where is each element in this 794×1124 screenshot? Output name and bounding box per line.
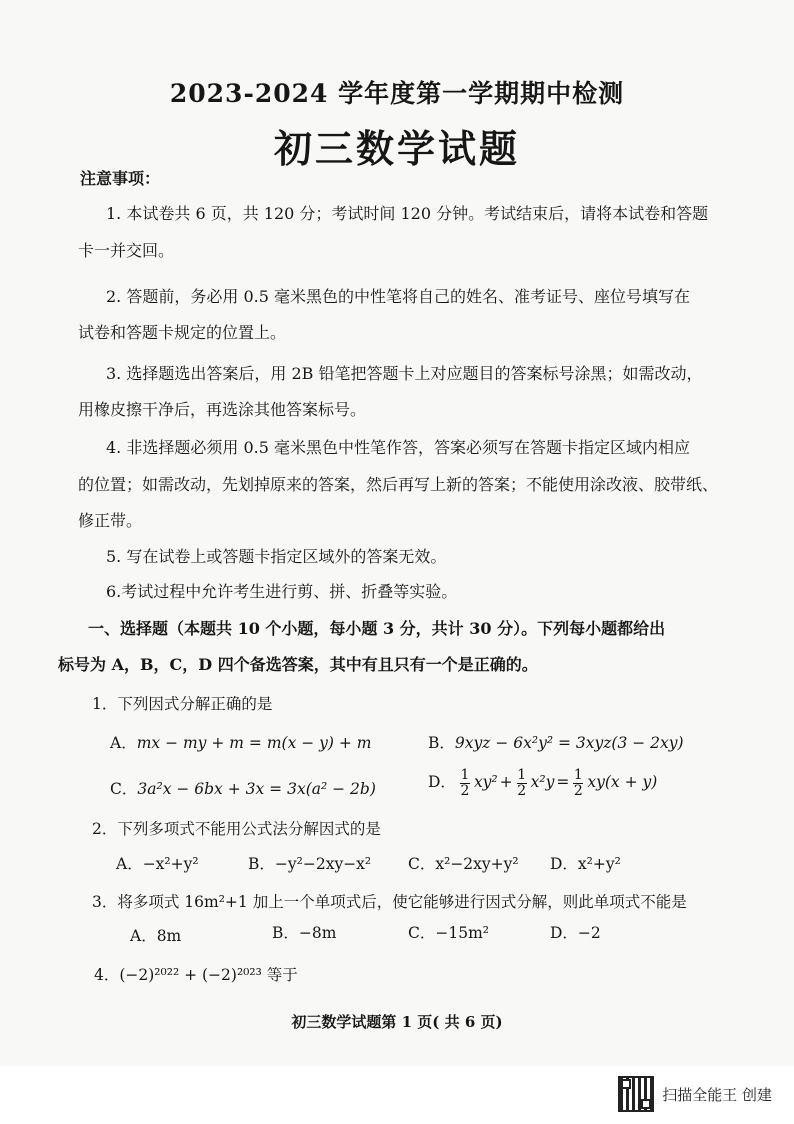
notice-line-2: 2. 答题前，务必用 0.5 毫米黑色的中性笔将自己的姓名、准考证号、座位号填写在 <box>106 287 690 306</box>
notice-line-3b: 用橡皮擦干净后，再选涂其他答案标号。 <box>78 400 367 419</box>
question-2-option-d: D．x²+y² <box>550 855 621 873</box>
term-3: xy(x + y) <box>587 773 658 792</box>
fraction-denominator: 2 <box>573 782 583 799</box>
question-1-option-d <box>428 768 657 798</box>
question-2-option-a: A．−x²+y² <box>116 855 199 873</box>
notice-line-1: 1. 本试卷共 6 页，共 120 分；考试时间 120 分钟。考试结束后，请将本试卷和答题 <box>106 204 709 223</box>
notice-line-4b: 的位置；如需改动，先划掉原来的答案，然后再写上新的答案；不能使用涂改液、胶带纸、 <box>78 475 719 494</box>
question-2-stem: 2．下列多项式不能用公式法分解因式的是 <box>92 820 381 838</box>
option-label: B． <box>428 734 455 752</box>
qr-code-icon <box>618 1076 654 1112</box>
option-text: mx − my + m = m(x − y) + m <box>136 734 372 752</box>
option-text: 3a²x − 6bx + 3x = 3x(a² − 2b) <box>137 780 376 798</box>
notice-line-6: 6.考试过程中允许考生进行剪、拼、折叠等实验。 <box>106 582 458 601</box>
option-label: A． <box>110 734 137 752</box>
option-text: 9xyz − 6x²y² = 3xyz(3 − 2xy) <box>454 734 684 752</box>
fraction-half <box>573 768 583 798</box>
watermark-text: 扫描全能王 创建 <box>662 1085 772 1104</box>
question-3-option-d: D．−2 <box>550 924 601 942</box>
exam-subject-title: 初三数学试题 <box>273 126 520 171</box>
notice-line-5: 5. 写在试卷上或答题卡指定区域外的答案无效。 <box>106 547 447 566</box>
term-1: xy² <box>473 773 498 792</box>
notice-line-3: 3. 选择题选出答案后，用 2B 铅笔把答题卡上对应题目的答案标号涂黑；如需改动， <box>106 364 703 383</box>
question-2-option-c: C．x²−2xy+y² <box>408 855 519 873</box>
equals-sign: = <box>556 773 570 792</box>
option-label: D． <box>428 773 456 792</box>
fraction-half <box>517 768 527 798</box>
fraction-numerator: 1 <box>517 767 527 783</box>
fraction-numerator: 1 <box>573 767 583 783</box>
term-2: x²y <box>530 773 555 792</box>
question-1-option-b <box>428 736 684 752</box>
notice-line-4c: 修正带。 <box>78 511 143 530</box>
fraction-numerator: 1 <box>460 767 470 783</box>
fraction-denominator: 2 <box>460 782 470 799</box>
scanner-watermark <box>618 1072 772 1116</box>
question-3-option-b: B．−8m <box>272 924 337 942</box>
question-3-option-c: C．−15m² <box>408 924 489 942</box>
notice-line-2b: 试卷和答题卡规定的位置上。 <box>78 323 287 342</box>
question-3-stem: 3．将多项式 16m²+1 加上一个单项式后，使它能够进行因式分解，则此单项式不能是 <box>92 893 687 911</box>
notice-heading: 注意事项： <box>80 169 161 188</box>
notice-line-1b: 卡一并交回。 <box>78 241 175 260</box>
notice-line-4: 4. 非选择题必须用 0.5 毫米黑色中性笔作答，答案必须写在答题卡指定区域内相应 <box>106 438 690 457</box>
exam-term-title: 2023-2024 学年度第一学期期中检测 <box>169 79 625 108</box>
fraction-half <box>460 768 470 798</box>
section-heading: 一、选择题（本题共 10 个小题，每小题 3 分，共计 30 分）。下列每小题都给出 <box>88 619 666 638</box>
question-3-option-a: A．8m <box>130 927 182 945</box>
option-label: C． <box>110 780 138 798</box>
question-2-option-b: B．−y²−2xy−x² <box>248 855 372 873</box>
question-4-stem: 4．(−2)²⁰²² + (−2)²⁰²³ 等于 <box>94 966 298 984</box>
plus-sign: + <box>499 773 513 792</box>
question-1-option-c <box>110 782 376 798</box>
section-instruction: 标号为 A，B，C，D 四个备选答案，其中有且只有一个是正确的。 <box>58 655 538 674</box>
question-1-option-a <box>110 736 372 752</box>
fraction-denominator: 2 <box>517 782 527 799</box>
page-footer: 初三数学试题第 1 页( 共 6 页) <box>291 1013 503 1031</box>
question-1-stem: 1．下列因式分解正确的是 <box>92 695 273 713</box>
